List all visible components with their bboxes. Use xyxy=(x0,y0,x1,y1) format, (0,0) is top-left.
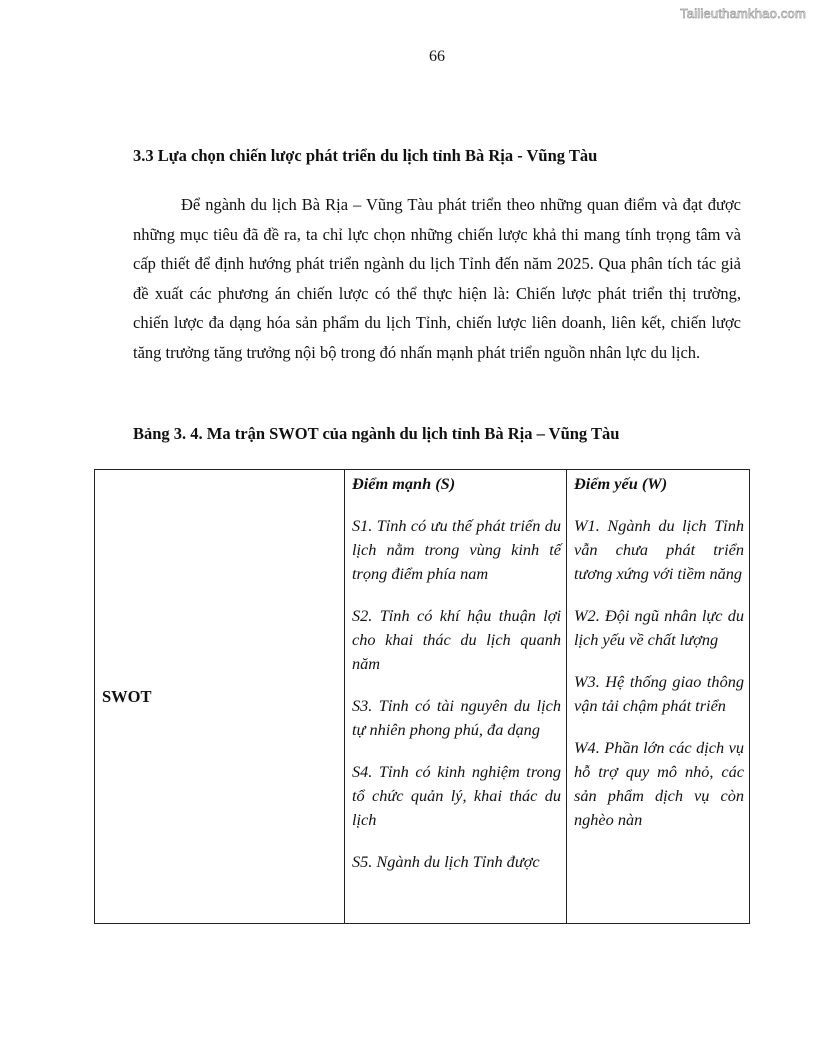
body-paragraph: Để ngành du lịch Bà Rịa – Vũng Tàu phát triển theo những quan điểm và đạt được những mục tiêu đã đề ra, ta chỉ lực chọn những chiến lược khả thi mang tính trọng tâm và cấp thiết để định hướng phát triển ngành du lịch Tỉnh đến năm 2025. Qua phân tích tác giả đề xuất các phương án chiến lược có thể thực hiện là: Chiến lược phát triển thị trường, chiến lược đa dạng hóa sản phẩm du lịch Tỉnh, chiến lược liên doanh, liên kết, chiến lược tăng trưởng tăng trưởng nội bộ trong đó nhấn mạnh phát triển nguồn nhân lực du lịch. xyxy=(133,195,741,362)
strength-item: S5. Ngành du lịch Tỉnh được xyxy=(352,852,540,871)
strength-item: S2. Tỉnh có khí hậu thuận lợi cho khai thác du lịch quanh năm xyxy=(352,606,561,673)
strengths-cell xyxy=(345,470,567,924)
swot-label: SWOT xyxy=(102,686,152,706)
swot-label-cell xyxy=(95,470,345,924)
weakness-item: W3. Hệ thống giao thông vận tải chậm phát triển xyxy=(574,672,744,715)
swot-table xyxy=(94,469,750,924)
weakness-item: W2. Đội ngũ nhân lực du lịch yếu về chất lượng xyxy=(574,606,744,649)
weakness-item: W4. Phần lớn các dịch vụ hỗ trợ quy mô nhỏ, các sản phẩm dịch vụ còn nghèo nàn xyxy=(574,738,744,829)
strengths-header: Điểm mạnh (S) xyxy=(352,474,456,493)
watermark-text: Tailieuthamkhao.com xyxy=(680,6,806,21)
weaknesses-header: Điểm yếu (W) xyxy=(574,474,668,493)
weakness-item: W1. Ngành du lịch Tỉnh vẫn chưa phát triển tương xứng với tiềm năng xyxy=(574,516,744,583)
page-number: 66 xyxy=(429,48,445,65)
table-row xyxy=(95,470,750,924)
strength-item: S1. Tỉnh có ưu thế phát triển du lịch nằm trong vùng kinh tế trọng điểm phía nam xyxy=(352,516,561,583)
strength-item: S3. Tỉnh có tài nguyên du lịch tự nhiên phong phú, đa dạng xyxy=(352,696,561,739)
table-caption: Bảng 3. 4. Ma trận SWOT của ngành du lịch tỉnh Bà Rịa – Vũng Tàu xyxy=(133,424,620,443)
strength-item: S4. Tỉnh có kinh nghiệm trong tổ chức quản lý, khai thác du lịch xyxy=(352,762,561,829)
section-heading: 3.3 Lựa chọn chiến lược phát triển du lịch tỉnh Bà Rịa - Vũng Tàu xyxy=(133,146,598,165)
weaknesses-cell xyxy=(567,470,750,924)
